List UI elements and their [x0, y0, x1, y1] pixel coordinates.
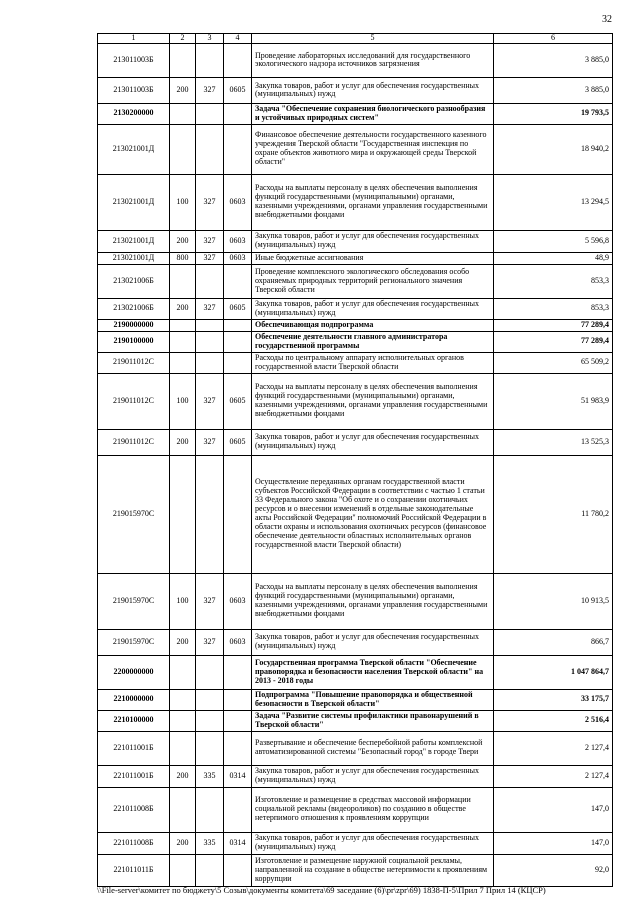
table-row — [98, 124, 613, 174]
classification-code: 213011003Б — [98, 43, 170, 77]
classification-code: 213021006Б — [98, 298, 170, 319]
expense-type-code: 200 — [170, 765, 196, 787]
expense-type-code — [170, 331, 196, 352]
item-description: Проведение комплексного экологического обследования особо охраняемых природных территорий регионального значения Тверской области — [252, 264, 494, 298]
classification-code: 221011011Б — [98, 854, 170, 886]
page-number: 32 — [602, 14, 612, 25]
classification-code: 219015970С — [98, 455, 170, 573]
expense-type-code: 100 — [170, 573, 196, 629]
item-amount: 2 516,4 — [494, 710, 613, 731]
item-description: Расходы на выплаты персоналу в целях обеспечения выполнения функций государственными (муниципальными) органами, казенными учреждениями, органами управления государственными внебюджетными фондами — [252, 174, 494, 230]
item-amount: 853,3 — [494, 298, 613, 319]
budget-table-body — [98, 34, 613, 887]
item-amount: 77 289,4 — [494, 319, 613, 331]
column-header: 1 — [98, 34, 170, 44]
classification-code: 2190000000 — [98, 319, 170, 331]
expense-type-code — [170, 43, 196, 77]
ministry-code — [196, 710, 224, 731]
table-row — [98, 373, 613, 429]
item-description: Закупка товаров, работ и услуг для обеспечения государственных (муниципальных) нужд — [252, 230, 494, 252]
item-amount: 92,0 — [494, 854, 613, 886]
item-amount: 13 525,3 — [494, 429, 613, 455]
item-description: Государственная программа Тверской области "Обеспечение правопорядка и безопасности населения Тверской области" на 2013 - 2018 годы — [252, 655, 494, 689]
table-row — [98, 174, 613, 230]
table-row — [98, 77, 613, 103]
table-row — [98, 629, 613, 655]
section-code: 0314 — [224, 765, 252, 787]
section-code: 0603 — [224, 252, 252, 264]
item-description: Закупка товаров, работ и услуг для обеспечения государственных (муниципальных) нужд — [252, 765, 494, 787]
expense-type-code: 800 — [170, 252, 196, 264]
item-description: Задача "Обеспечение сохранения биологического разнообразия и устойчивых природных систем" — [252, 103, 494, 124]
item-amount: 33 175,7 — [494, 689, 613, 710]
expense-type-code — [170, 319, 196, 331]
ministry-code: 335 — [196, 765, 224, 787]
classification-code: 219011012С — [98, 352, 170, 373]
item-description: Проведение лабораторных исследований для государственного экологического надзора источников загрязнения — [252, 43, 494, 77]
item-description: Обеспечивающая подпрограмма — [252, 319, 494, 331]
item-amount: 10 913,5 — [494, 573, 613, 629]
section-code — [224, 689, 252, 710]
table-row — [98, 765, 613, 787]
section-code — [224, 103, 252, 124]
item-description: Осуществление переданных органам государственной власти субъектов Российской Федерации в соответствии с частью 1 статьи 33 Федерального закона "Об охоте и о сохранении охотничьих ресурсов и о внесении изменений в отдельные законодательные акты Российской Федерации" полномочий Российской Федерации в области охраны и использования охотничьих ресурсов (финансовое обеспечение деятельности областных исполнительных органов государственной власти Тверской области) — [252, 455, 494, 573]
item-amount: 3 885,0 — [494, 77, 613, 103]
expense-type-code — [170, 352, 196, 373]
item-description: Финансовое обеспечение деятельности государственного казенного учреждения Тверской области "Государственная инспекция по охране объектов животного мира и окружающей среды Тверской области" — [252, 124, 494, 174]
item-description: Задача "Развитие системы профилактики правонарушений в Тверской области" — [252, 710, 494, 731]
table-row — [98, 264, 613, 298]
section-code — [224, 352, 252, 373]
section-code: 0605 — [224, 298, 252, 319]
section-code — [224, 710, 252, 731]
expense-type-code — [170, 103, 196, 124]
section-code: 0605 — [224, 77, 252, 103]
item-description: Подпрограмма "Повышение правопорядка и общественной безопасности в Тверской области" — [252, 689, 494, 710]
item-amount: 5 596,8 — [494, 230, 613, 252]
section-code: 0605 — [224, 373, 252, 429]
classification-code: 213021001Д — [98, 174, 170, 230]
section-code — [224, 331, 252, 352]
classification-code: 219015970С — [98, 573, 170, 629]
classification-code: 2130200000 — [98, 103, 170, 124]
expense-type-code — [170, 787, 196, 832]
table-row — [98, 230, 613, 252]
item-description: Изготовление и размещение в средствах массовой информации социальной рекламы (видеороликов) по созданию в обществе нетерпимого отношения к проявлениям коррупции — [252, 787, 494, 832]
table-row — [98, 655, 613, 689]
expense-type-code — [170, 710, 196, 731]
item-amount: 18 940,2 — [494, 124, 613, 174]
item-amount: 3 885,0 — [494, 43, 613, 77]
ministry-code: 327 — [196, 174, 224, 230]
column-header: 4 — [224, 34, 252, 44]
ministry-code: 327 — [196, 373, 224, 429]
table-row — [98, 455, 613, 573]
item-amount: 2 127,4 — [494, 731, 613, 765]
section-code: 0314 — [224, 832, 252, 854]
item-description: Закупка товаров, работ и услуг для обеспечения государственных (муниципальных) нужд — [252, 429, 494, 455]
expense-type-code — [170, 731, 196, 765]
ministry-code — [196, 319, 224, 331]
expense-type-code — [170, 124, 196, 174]
ministry-code: 327 — [196, 573, 224, 629]
expense-type-code — [170, 455, 196, 573]
expense-type-code: 100 — [170, 373, 196, 429]
ministry-code — [196, 103, 224, 124]
ministry-code: 327 — [196, 252, 224, 264]
item-amount: 51 983,9 — [494, 373, 613, 429]
table-row — [98, 832, 613, 854]
section-code — [224, 787, 252, 832]
section-code — [224, 124, 252, 174]
section-code: 0605 — [224, 429, 252, 455]
expense-type-code: 200 — [170, 230, 196, 252]
classification-code: 213021001Д — [98, 230, 170, 252]
ministry-code — [196, 352, 224, 373]
classification-code: 213011003Б — [98, 77, 170, 103]
section-code — [224, 43, 252, 77]
item-description: Обеспечение деятельности главного администратора государственной программы — [252, 331, 494, 352]
table-row — [98, 43, 613, 77]
budget-table — [97, 33, 613, 887]
ministry-code — [196, 787, 224, 832]
classification-code: 213021001Д — [98, 124, 170, 174]
table-row — [98, 689, 613, 710]
classification-code: 213021006Б — [98, 264, 170, 298]
ministry-code: 327 — [196, 629, 224, 655]
classification-code: 2210000000 — [98, 689, 170, 710]
classification-code: 219011012С — [98, 373, 170, 429]
table-row — [98, 573, 613, 629]
ministry-code: 327 — [196, 230, 224, 252]
classification-code: 219015970С — [98, 629, 170, 655]
section-code — [224, 319, 252, 331]
expense-type-code: 200 — [170, 77, 196, 103]
classification-code: 2190100000 — [98, 331, 170, 352]
expense-type-code: 100 — [170, 174, 196, 230]
classification-code: 221011001Б — [98, 765, 170, 787]
item-amount: 147,0 — [494, 787, 613, 832]
item-description: Расходы на выплаты персоналу в целях обеспечения выполнения функций государственными (муниципальными) органами, казенными учреждениями, органами управления государственными внебюджетными фондами — [252, 373, 494, 429]
classification-code: 2210100000 — [98, 710, 170, 731]
expense-type-code: 200 — [170, 629, 196, 655]
item-amount: 65 509,2 — [494, 352, 613, 373]
column-header: 5 — [252, 34, 494, 44]
section-code: 0603 — [224, 629, 252, 655]
classification-code: 2200000000 — [98, 655, 170, 689]
item-description: Закупка товаров, работ и услуг для обеспечения государственных (муниципальных) нужд — [252, 832, 494, 854]
table-row — [98, 319, 613, 331]
item-description: Иные бюджетные ассигнования — [252, 252, 494, 264]
table-row — [98, 298, 613, 319]
classification-code: 213021001Д — [98, 252, 170, 264]
expense-type-code: 200 — [170, 429, 196, 455]
ministry-code: 327 — [196, 298, 224, 319]
section-code — [224, 264, 252, 298]
table-row — [98, 429, 613, 455]
expense-type-code — [170, 854, 196, 886]
item-amount: 1 047 864,7 — [494, 655, 613, 689]
table-row — [98, 331, 613, 352]
section-code — [224, 854, 252, 886]
table-row — [98, 252, 613, 264]
ministry-code — [196, 455, 224, 573]
item-amount: 77 289,4 — [494, 331, 613, 352]
ministry-code — [196, 331, 224, 352]
item-amount: 13 294,5 — [494, 174, 613, 230]
ministry-code — [196, 655, 224, 689]
ministry-code: 335 — [196, 832, 224, 854]
item-description: Развертывание и обеспечение бесперебойной работы комплексной автоматизированной системы "Безопасный город" в городе Твери — [252, 731, 494, 765]
table-row — [98, 352, 613, 373]
item-description: Расходы по центральному аппарату исполнительных органов государственной власти Тверской области — [252, 352, 494, 373]
item-amount: 19 793,5 — [494, 103, 613, 124]
item-amount: 147,0 — [494, 832, 613, 854]
item-description: Изготовление и размещение наружной социальной рекламы, направленной на создание в обществе нетерпимости к проявлениям коррупции — [252, 854, 494, 886]
item-amount: 853,3 — [494, 264, 613, 298]
table-header-row — [98, 34, 613, 44]
item-amount: 11 780,2 — [494, 455, 613, 573]
column-header: 6 — [494, 34, 613, 44]
table-row — [98, 787, 613, 832]
ministry-code — [196, 124, 224, 174]
section-code: 0603 — [224, 573, 252, 629]
ministry-code — [196, 689, 224, 710]
item-description: Закупка товаров, работ и услуг для обеспечения государственных (муниципальных) нужд — [252, 298, 494, 319]
table-row — [98, 854, 613, 886]
table-row — [98, 103, 613, 124]
ministry-code: 327 — [196, 77, 224, 103]
classification-code: 221011001Б — [98, 731, 170, 765]
column-header: 3 — [196, 34, 224, 44]
section-code — [224, 455, 252, 573]
expense-type-code — [170, 689, 196, 710]
classification-code: 219011012С — [98, 429, 170, 455]
item-amount: 48,9 — [494, 252, 613, 264]
ministry-code — [196, 264, 224, 298]
section-code: 0603 — [224, 230, 252, 252]
table-row — [98, 731, 613, 765]
item-description: Закупка товаров, работ и услуг для обеспечения государственных (муниципальных) нужд — [252, 629, 494, 655]
column-header: 2 — [170, 34, 196, 44]
ministry-code — [196, 43, 224, 77]
ministry-code — [196, 854, 224, 886]
ministry-code: 327 — [196, 429, 224, 455]
item-description: Закупка товаров, работ и услуг для обеспечения государственных (муниципальных) нужд — [252, 77, 494, 103]
item-amount: 2 127,4 — [494, 765, 613, 787]
file-path-footer: \\File-server\комитет по бюджету\5 Созыв\документы комитета\69 заседание (6)\pr\zpr\69) 1838-П-5\Прил 7 Прил 14 (КЦСР) — [97, 885, 546, 895]
section-code — [224, 731, 252, 765]
classification-code: 221011008Б — [98, 832, 170, 854]
section-code: 0603 — [224, 174, 252, 230]
expense-type-code: 200 — [170, 832, 196, 854]
table-row — [98, 710, 613, 731]
expense-type-code: 200 — [170, 298, 196, 319]
section-code — [224, 655, 252, 689]
classification-code: 221011008Б — [98, 787, 170, 832]
expense-type-code — [170, 655, 196, 689]
expense-type-code — [170, 264, 196, 298]
ministry-code — [196, 731, 224, 765]
item-description: Расходы на выплаты персоналу в целях обеспечения выполнения функций государственными (муниципальными) органами, казенными учреждениями, органами управления государственными внебюджетными фондами — [252, 573, 494, 629]
item-amount: 866,7 — [494, 629, 613, 655]
